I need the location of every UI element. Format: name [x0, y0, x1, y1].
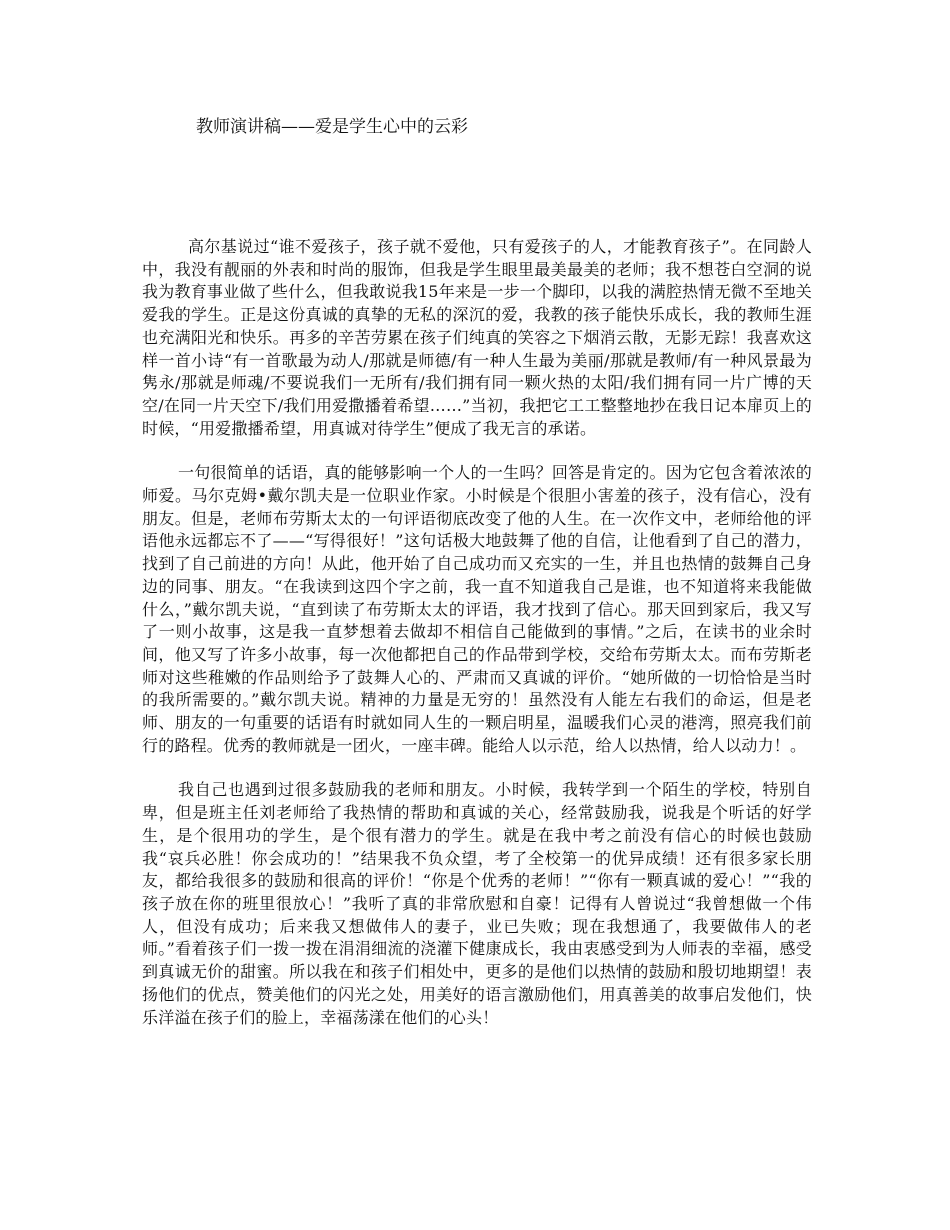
document-body	[142, 236, 812, 1051]
document-title: 教师演讲稿——爱是学生心中的云彩	[196, 117, 468, 137]
paragraph-1: 高尔基说过“谁不爱孩子，孩子就不爱他，只有爱孩子的人，才能教育孩子”。在同龄人中，我没有靓丽的外表和时尚的服饰，但我是学生眼里最美最美的老师；我不想苍白空洞的说我为教育事业做了些什么，但我敢说我15年来是一步一个脚印，以我的满腔热情无微不至地关爱我的学生。正是这份真诚的真挚的无私的深沉的爱，我教的孩子能快乐成长，我的教师生涯也充满阳光和快乐。再多的辛苦劳累在孩子们纯真的笑容之下烟消云散，无影无踪！我喜欢这样一首小诗“有一首歌最为动人/那就是师德/有一种人生最为美丽/那就是教师/有一种风景最为隽永/那就是师魂/不要说我们一无所有/我们拥有同一颗火热的太阳/我们拥有同一片广博的天空/在同一片天空下/我们用爱撒播着希望……”当初，我把它工工整整地抄在我日记本扉页上的时候，“用爱撒播希望，用真诚对待学生”便成了我无言的承诺。	[142, 237, 812, 438]
paragraph-3: 我自己也遇到过很多鼓励我的老师和朋友。小时候，我转学到一个陌生的学校，特别自卑，但是班主任刘老师给了我热情的帮助和真诚的关心，经常鼓励我，说我是个听话的好学生，是个很用功的学生，是个很有潜力的学生。就是在我中考之前没有信心的时候也鼓励我“哀兵必胜！你会成功的！”结果我不负众望，考了全校第一的优异成绩！还有很多家长朋友，都给我很多的鼓励和很高的评价！“你是个优秀的老师！”“你有一颗真诚的爱心！”“我的孩子放在你的班里很放心！”我听了真的非常欣慰和自豪！记得有人曾说过“我曾想做一个伟人，但没有成功；后来我又想做伟人的妻子，业已失败；现在我想通了，我要做伟人的老师。”看着孩子们一拨一拨在涓涓细流的浇灌下健康成长，我由衷感受到为人师表的幸福，感受到真诚无价的甜蜜。所以我在和孩子们相处中，更多的是他们以热情的鼓励和殷切地期望！表扬他们的优点，赞美他们的闪光之处，用美好的语言激励他们，用真善美的故事启发他们，快乐洋溢在孩子们的脸上，幸福荡漾在他们的心头！	[142, 780, 812, 1027]
paragraph-2: 一句很简单的话语，真的能够影响一个人的一生吗？回答是肯定的。因为它包含着浓浓的师爱。马尔克姆•戴尔凯夫是一位职业作家。小时候是个很胆小害羞的孩子，没有信心，没有朋友。但是，老师布劳斯太太的一句评语彻底改变了他的人生。在一次作文中，老师给他的评语他永远都忘不了——“写得很好！”这句话极大地鼓舞了他的自信，让他看到了自己的潜力，找到了自己前进的方向！从此，他开始了自己成功而又充实的一生，并且也热情的鼓舞自己身边的同事、朋友。“在我读到这四个字之前，我一直不知道我自己是谁，也不知道将来我能做什么，”戴尔凯夫说，“直到读了布劳斯太太的评语，我才找到了信心。那天回到家后，我又写了一则小故事，这是我一直梦想着去做却不相信自己能做到的事情。”之后，在读书的业余时间，他又写了许多小故事，每一次他都把自己的作品带到学校，交给布劳斯太太。而布劳斯老师对这些稚嫩的作品则给予了鼓舞人心的、严肃而又真诚的评价。“她所做的一切恰恰是当时的我所需要的。”戴尔凯夫说。精神的力量是无穷的！虽然没有人能左右我们的命运，但是老师、朋友的一句重要的话语有时就如同人生的一颗启明星，温暖我们心灵的港湾，照亮我们前行的路程。优秀的教师就是一团火，一座丰碑。能给人以示范，给人以热情，给人以动力！。	[142, 463, 812, 755]
